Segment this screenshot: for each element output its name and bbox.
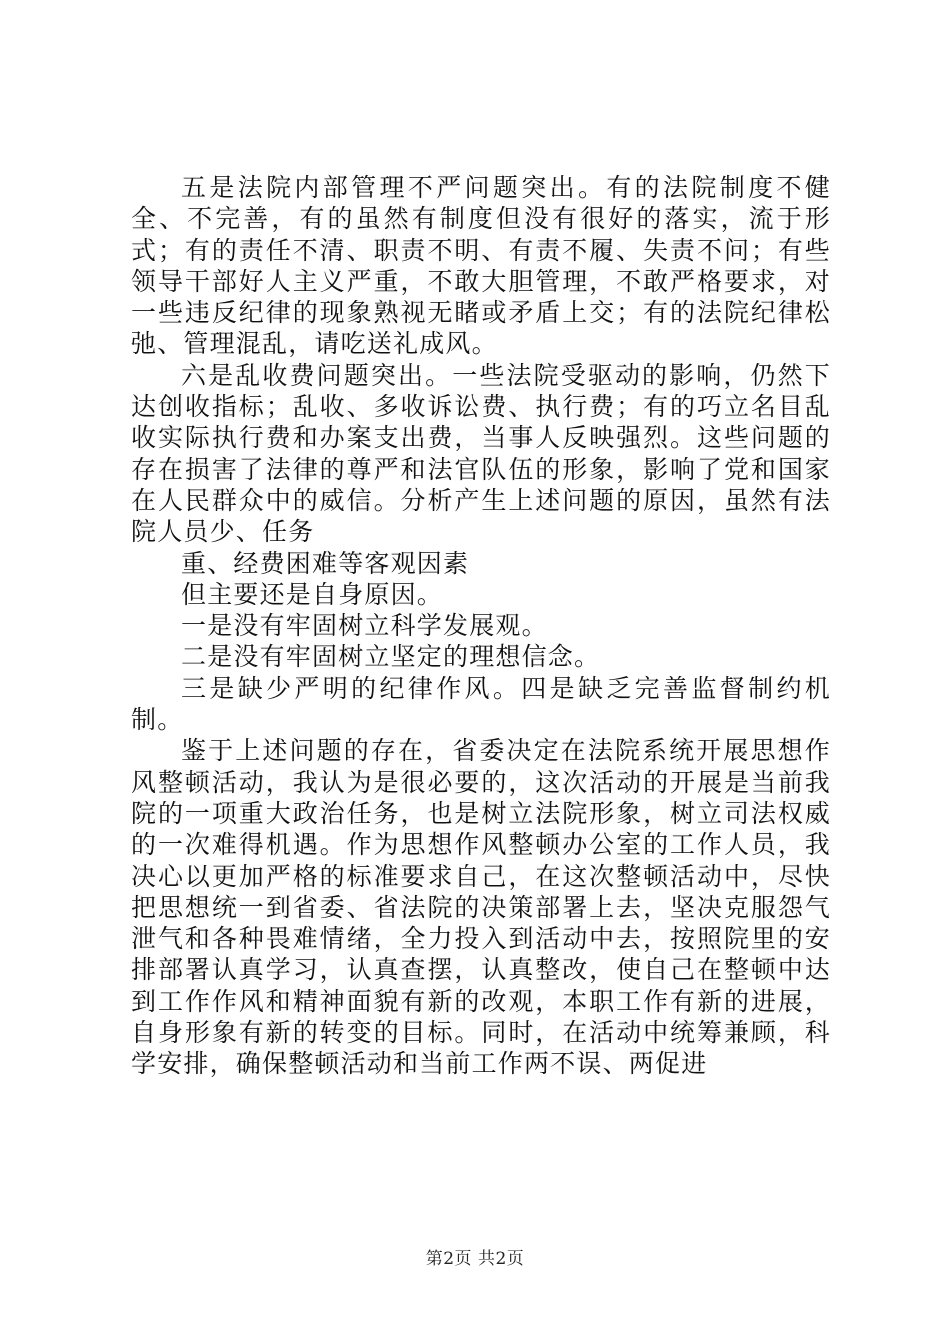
paragraph-objective-factors: 重、经费困难等客观因素 bbox=[181, 548, 470, 578]
paragraph-reason-one: 一是没有牢固树立科学发展观。 bbox=[181, 611, 548, 641]
document-body bbox=[131, 172, 831, 1080]
paragraph-reason-two: 二是没有牢固树立坚定的理想信念。 bbox=[181, 642, 601, 672]
paragraph-management-issues: 五是法院内部管理不严问题突出。有的法院制度不健全、不完善，有的虽然有制度但没有很好的落实，流于形式；有的责任不清、职责不明、有责不履、失责不问；有些领导干部好人主义严重，不敢大胆管理，不敢严格要求，对一些违反纪律的现象熟视无睹或矛盾上交；有的法院纪律松弛、管理混乱，请吃送礼成风。 bbox=[131, 173, 831, 359]
paragraph-main-reason: 但主要还是自身原因。 bbox=[181, 579, 444, 609]
paragraph-fees-issues: 六是乱收费问题突出。一些法院受驱动的影响，仍然下达创收指标；乱收、多收诉讼费、执行费；有的巧立名目乱收实际执行费和办案支出费，当事人反映强烈。这些问题的存在损害了法律的尊严和法官队伍的形象，影响了党和国家在人民群众中的威信。分析产生上述问题的原因，虽然有法院人员少、任务 bbox=[131, 360, 831, 547]
page-number-footer: 第2页 共2页 bbox=[425, 1249, 525, 1269]
paragraph-rectification-campaign: 鉴于上述问题的存在，省委决定在法院系统开展思想作风整顿活动，我认为是很必要的，这次活动的开展是当前我院的一项重大政治任务，也是树立法院形象，树立司法权威的一次难得机遇。作为思想作风整顿办公室的工作人员，我决心以更加严格的标准要求自己，在这次整顿活动中，尽快把思想统一到省委、省法院的决策部署上去，坚决克服怨气泄气和各种畏难情绪，全力投入到活动中去，按照院里的安排部署认真学习，认真查摆，认真整改，使自己在整顿中达到工作作风和精神面貌有新的改观，本职工作有新的进展，自身形象有新的转变的目标。同时，在活动中统筹兼顾，科学安排，确保整顿活动和当前工作两不误、两促进 bbox=[131, 736, 831, 1079]
paragraph-reason-three-four: 三是缺少严明的纪律作风。四是缺乏完善监督制约机制。 bbox=[131, 673, 831, 735]
